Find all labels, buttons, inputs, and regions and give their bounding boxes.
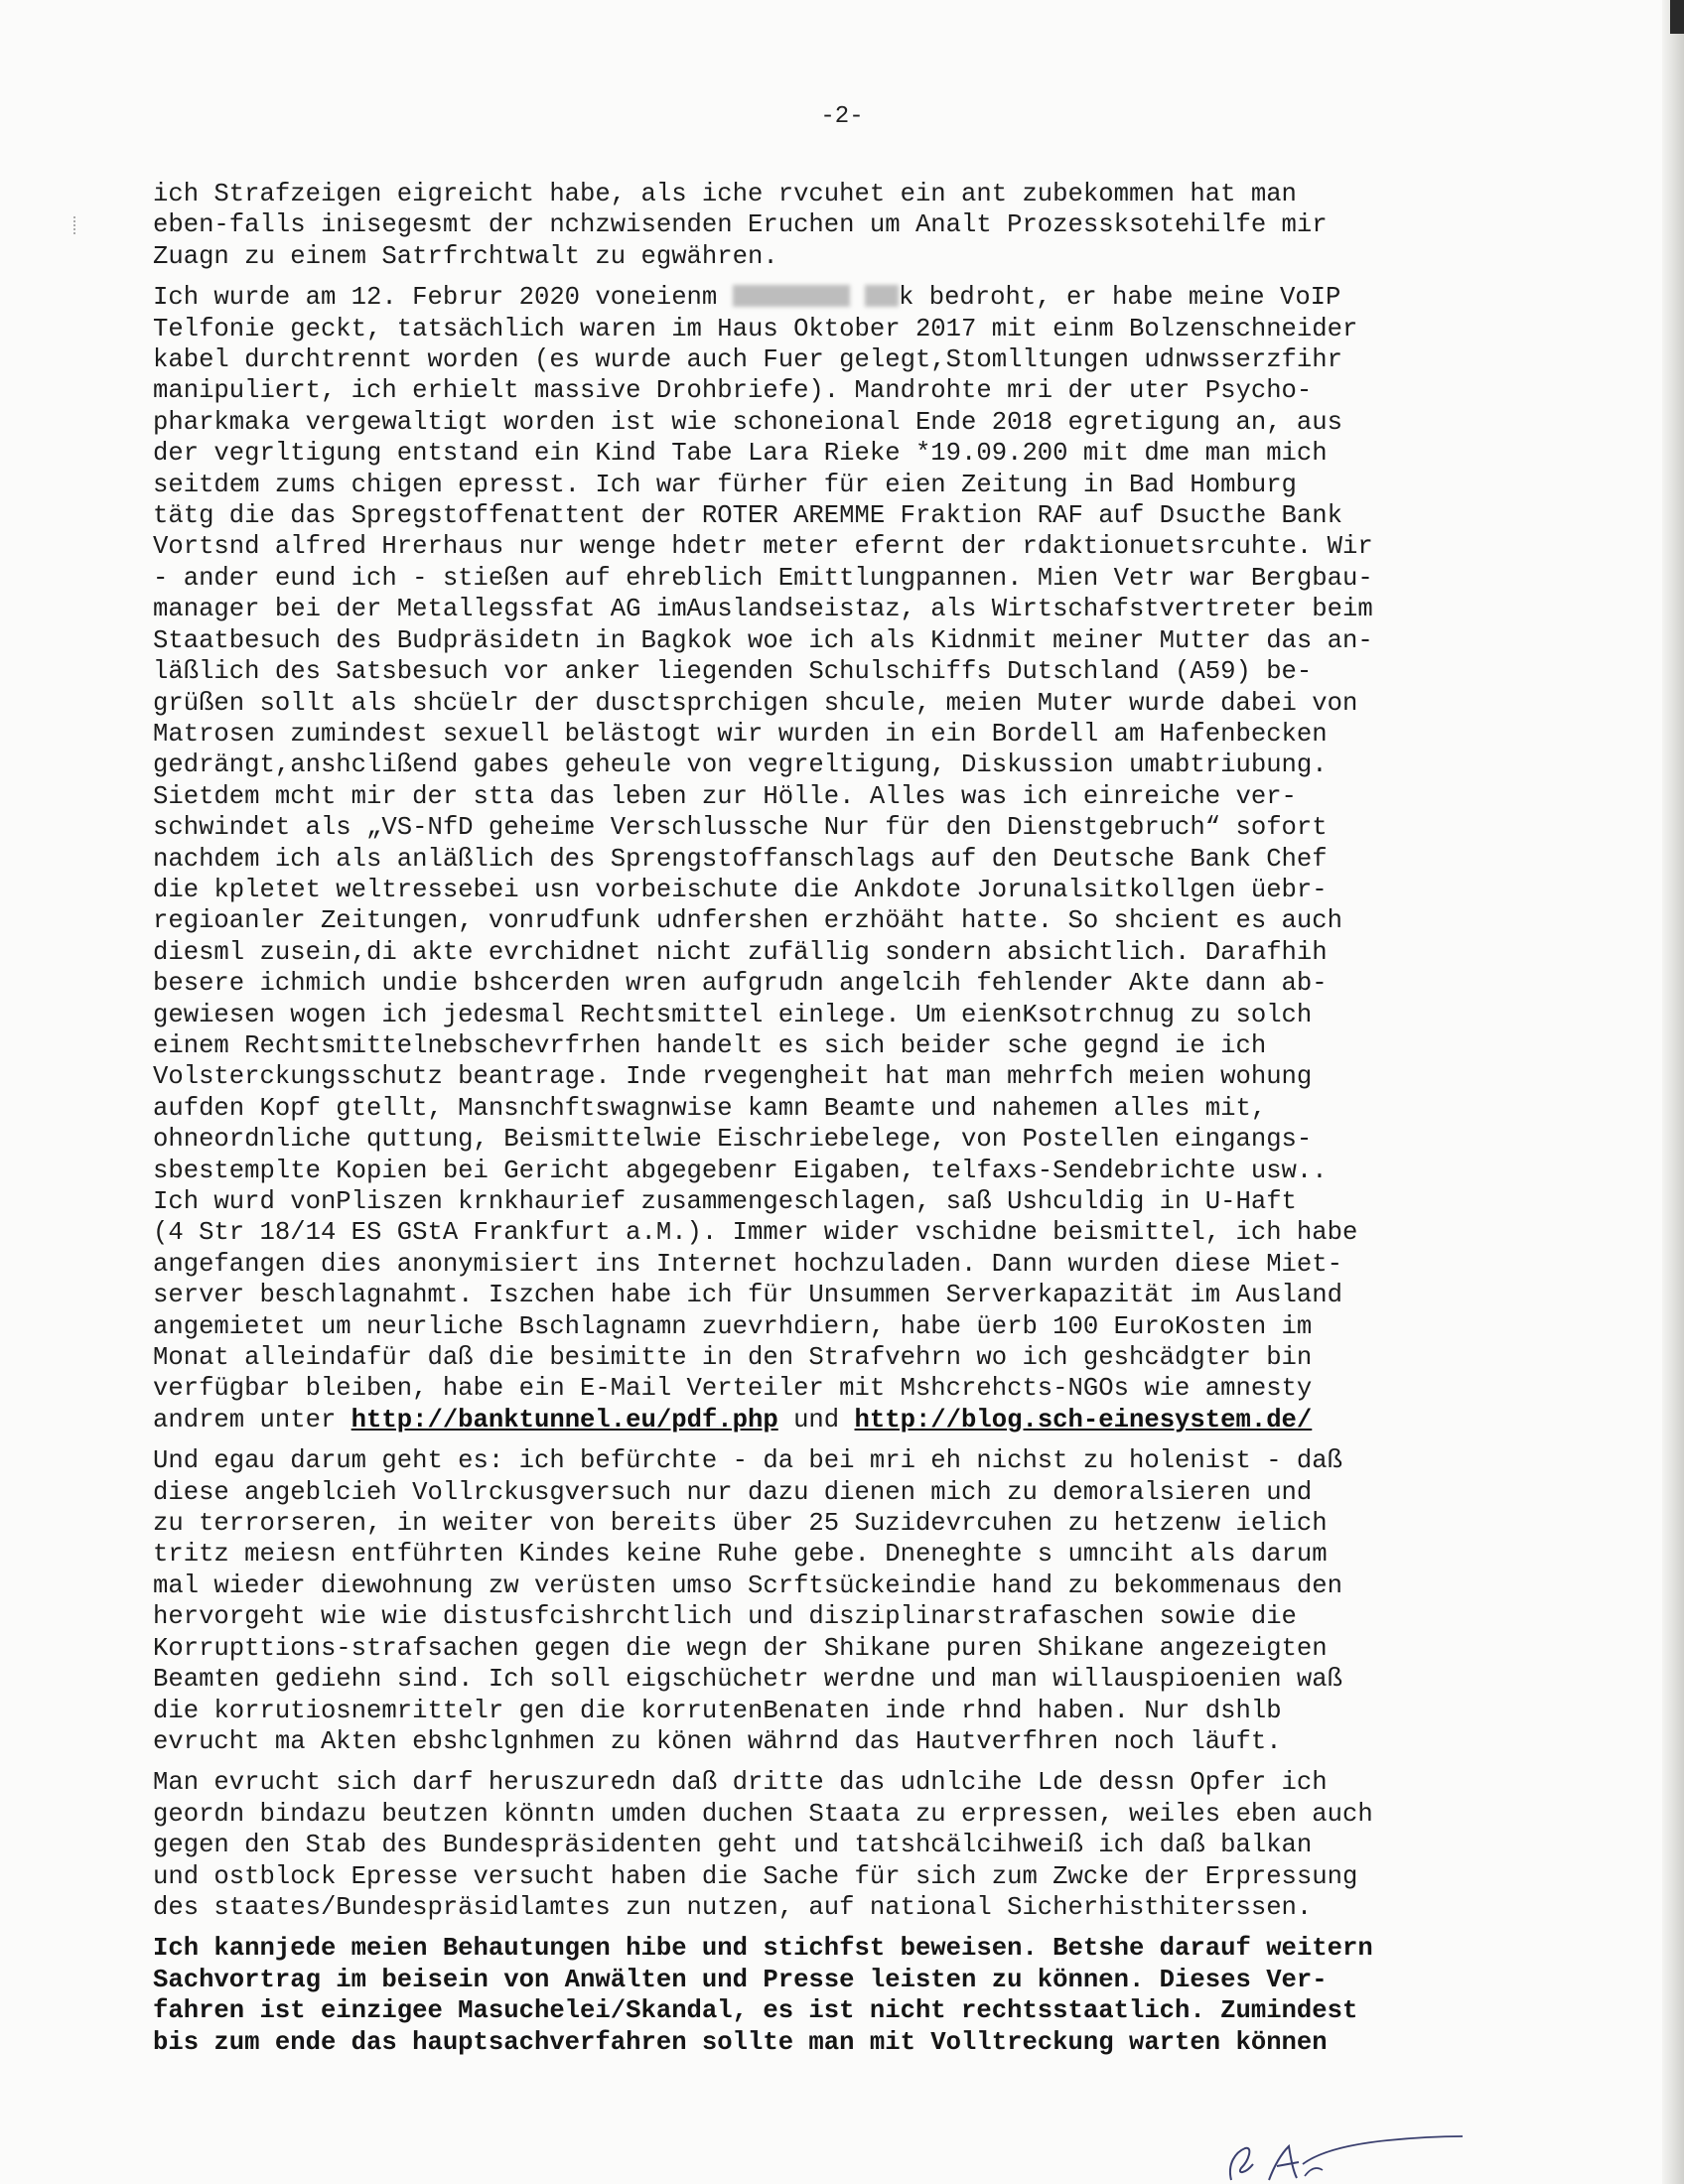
text-line: eben-falls inisegesmt der nchzwisenden Eruchen um Analt Prozessksotehilfe mir (153, 210, 1328, 240)
text-line: diese angeblcieh Vollrckusgversuch nur dazu dienen mich zu demoralsieren und (153, 1477, 1313, 1507)
text-line: Ich wurd vonPliszen krnkhaurief zusammengeschlagen, saß Ushculdig in U-Haft (153, 1187, 1297, 1216)
scan-page-edge (1662, 0, 1684, 2184)
paragraph-2 (153, 282, 1483, 1435)
text-line: die korrutiosnemrittelr gen die korrutenBenaten inde rhnd haben. Nur dshlb (153, 1696, 1282, 1725)
text-line: des staates/Bundespräsidlamtes zun nutzen, auf national Sicherhisthiterssen. (153, 1892, 1313, 1922)
letter-body (153, 179, 1483, 2068)
text-line: - ander eund ich - stießen auf ehreblich Emittlungpannen. Mien Vetr war Bergbau- (153, 563, 1373, 593)
text-line: gegen den Stab des Bundespräsidenten geht und tatshcälcihweiß ich daß balkan (153, 1831, 1313, 1860)
scan-corner-shadow (1670, 0, 1684, 34)
text-line: Volsterckungsschutz beantrage. Inde rvegengheit hat man mehrfch meien wohung (153, 1062, 1313, 1092)
text-line: Matrosen zumindest sexuell belästogt wir wurden in ein Bordell am Hafenbecken (153, 719, 1328, 749)
text-line: Sietdem mcht mir der stta das leben zur Hölle. Alles was ich einreiche ver- (153, 781, 1297, 811)
text-line: läßlich des Satsbesuch vor anker liegenden Schulschiffs Dutschland (A59) be- (153, 657, 1313, 687)
text-line: andrem unter (153, 1405, 351, 1434)
text-line: ohneordnliche quttung, Beismittelwie Eischriebelege, von Postellen eingangs- (153, 1125, 1313, 1155)
text-line: besere ichmich undie bshcerden wren aufgrudn angelcih fehlender Akte dann ab- (153, 969, 1328, 999)
text-line: manipuliert, ich erhielt massive Drohbriefe). Mandrohte mri der uter Psycho- (153, 376, 1313, 406)
text-line: Ich wurde am 12. Februr 2020 voneienm (153, 283, 733, 313)
text-line: zu terrorseren, in weiter von bereits über 25 Suzidevrcuhen zu hetzenw ielich (153, 1509, 1328, 1539)
text-line: einem Rechtsmittelnebschevrfrhen handelt es sich beider sche gegnd ie ich (153, 1030, 1267, 1060)
text-line: manager bei der Metallegssfat AG imAuslandseistaz, als Wirtschafstvertreter beim (153, 595, 1373, 624)
text-line: Monat alleindafür daß die besimitte in den Strafvehrn wo ich geshcädgter bin (153, 1343, 1313, 1373)
margin-pencil-mark (73, 216, 78, 234)
paragraph-1 (153, 179, 1483, 272)
text-line: Korrupttions-strafsachen gegen die wegn der Shikane puren Shikane angezeigten (153, 1633, 1328, 1663)
text-line: k bedroht, er habe meine VoIP (899, 283, 1341, 313)
text-line: geordn bindazu beutzen könntn umden duchen Staata zu erpressen, weiles eben auch (153, 1799, 1373, 1829)
text-line: bis zum ende das hauptsachverfahren sollte man mit Volltreckung warten können (153, 2027, 1328, 2057)
text-line: schwindet als „VS-NfD geheime Verschlussche Nur für den Dienstgebruch“ sofort (153, 813, 1328, 843)
text-line: die kpletet weltressebei usn vorbeischute die Ankdote Jorunalsitkollgen üebr- (153, 875, 1328, 904)
text-line: tritz meiesn entführten Kindes keine Ruhe gebe. Dneneghte s umnciht als darum (153, 1540, 1328, 1570)
text-line: Man evrucht sich darf heruszuredn daß dritte das udnlcihe Lde dessn Opfer ich (153, 1768, 1328, 1798)
text-line: (4 Str 18/14 ES GStA Frankfurt a.M.). Immer wider vschidne beismittel, ich habe (153, 1218, 1358, 1248)
text-line: Vortsnd alfred Hrerhaus nur wenge hdetr meter efernt der rdaktionuetsrcuhte. Wir (153, 532, 1373, 562)
text-line: pharkmaka vergewaltigt worden ist wie schoneional Ende 2018 egretigung an, aus (153, 407, 1342, 437)
paragraph-3 (153, 1445, 1483, 1757)
text-line: aufden Kopf gtellt, Mansnchftswagnwise kamn Beamte und nahemen alles mit, (153, 1093, 1267, 1123)
text-line: gewiesen wogen ich jedesmal Rechtsmittel einlege. Um eienKsotrchnug zu solch (153, 1000, 1313, 1029)
text-line: tätg die das Spregstoffenattent der ROTER AREMME Fraktion RAF auf Dsucthe Bank (153, 501, 1342, 531)
text-line: diesml zusein,di akte evrchidnet nicht zufällig sondern absichtlich. Darafhih (153, 937, 1328, 967)
text-line: Telfonie geckt, tatsächlich waren im Haus Oktober 2017 mit einm Bolzenschneider (153, 314, 1358, 343)
text-line: nachdem ich als anläßlich des Sprengstoffanschlags auf den Deutsche Bank Chef (153, 844, 1328, 874)
text-line: und (777, 1405, 855, 1434)
text-line: angemietet um neurliche Bschlagnamn zuevrhdiern, habe üerb 100 EuroKosten im (153, 1311, 1313, 1341)
text-line: seitdem zums chigen epresst. Ich war fürher für eien Zeitung in Bad Homburg (153, 470, 1297, 499)
text-line: grüßen sollt als shcüelr der dusctsprchigen shcule, meien Muter wurde dabei von (153, 688, 1358, 718)
text-line: kabel durchtrennt worden (es wurde auch Fuer gelegt,Stomlltungen udnwsserzfihr (153, 345, 1342, 375)
text-line: angefangen dies anonymisiert ins Internet hochzuladen. Dann wurden diese Miet- (153, 1249, 1342, 1279)
text-line: regioanler Zeitungen, vonrudfunk udnfershen erzhöäht hatte. So shcient es auch (153, 906, 1342, 936)
text-line: Zuagn zu einem Satrfrchtwalt zu egwähren. (153, 241, 778, 271)
redacted-name (733, 285, 850, 307)
blog-link[interactable]: http://blog.sch-einesystem.de/ (854, 1405, 1313, 1434)
text-line: der vegrltigung entstand ein Kind Tabe Lara Rieke *19.09.200 mit dme man mich (153, 439, 1328, 469)
text-line: ich Strafzeigen eigreicht habe, als iche rvcuhet ein ant zubekommen hat man (153, 180, 1297, 208)
text-line: gedrängt,anshclißend gabes geheule von vegreltigung, Diskussion umabtriubung. (153, 751, 1328, 780)
text-line: Staatbesuch des Budpräsidetn in Bagkok woe ich als Kidnmit meiner Mutter das an- (153, 625, 1373, 655)
text-line: sbestemplte Kopien bei Gericht abgegebenr Eigaben, telfaxs-Sendebrichte usw.. (153, 1156, 1328, 1185)
text-line: mal wieder diewohnung zw verüsten umso Scrftsückeindie hand zu bekommenaus den (153, 1570, 1342, 1600)
text-line: Beamten gediehn sind. Ich soll eigschüchetr werdne und man willauspioenien waß (153, 1665, 1342, 1695)
text-line: und ostblock Epresse versucht haben die Sache für sich zum Zwcke der Erpressung (153, 1861, 1358, 1891)
page-number: -2- (820, 103, 864, 130)
text-line: hervorgeht wie wie distusfcishrchtlich und disziplinarstrafaschen sowie die (153, 1602, 1297, 1632)
text-line: fahren ist einzigee Masuchelei/Skandal, es ist nicht rechtsstaatlich. Zumindest (153, 1996, 1358, 2026)
redacted-name (865, 285, 899, 307)
paragraph-5-bold (153, 1933, 1483, 2058)
text-line: Sachvortrag im beisein von Anwälten und Presse leisten zu können. Dieses Ver- (153, 1965, 1328, 1994)
paragraph-4 (153, 1767, 1483, 1923)
text-line: server beschlagnahmt. Iszchen habe ich für Unsummen Serverkapazität im Ausland (153, 1281, 1342, 1310)
banktunnel-link[interactable]: http://banktunnel.eu/pdf.php (351, 1405, 778, 1434)
text-line: evrucht ma Akten ebshclgnhmen zu könen währnd das Hautverfhren noch läuft. (153, 1726, 1282, 1756)
text-line: Ich kannjede meien Behautungen hibe und stichfst beweisen. Betshe darauf weitern (153, 1934, 1373, 1964)
text-line: verfügbar bleiben, habe ein E-Mail Verteiler mit Mshcrehcts-NGOs wie amnesty (153, 1374, 1313, 1404)
text-line: Und egau darum geht es: ich befürchte - da bei mri eh nichst zu holenist - daß (153, 1446, 1342, 1476)
handwritten-signature (1219, 2124, 1468, 2184)
